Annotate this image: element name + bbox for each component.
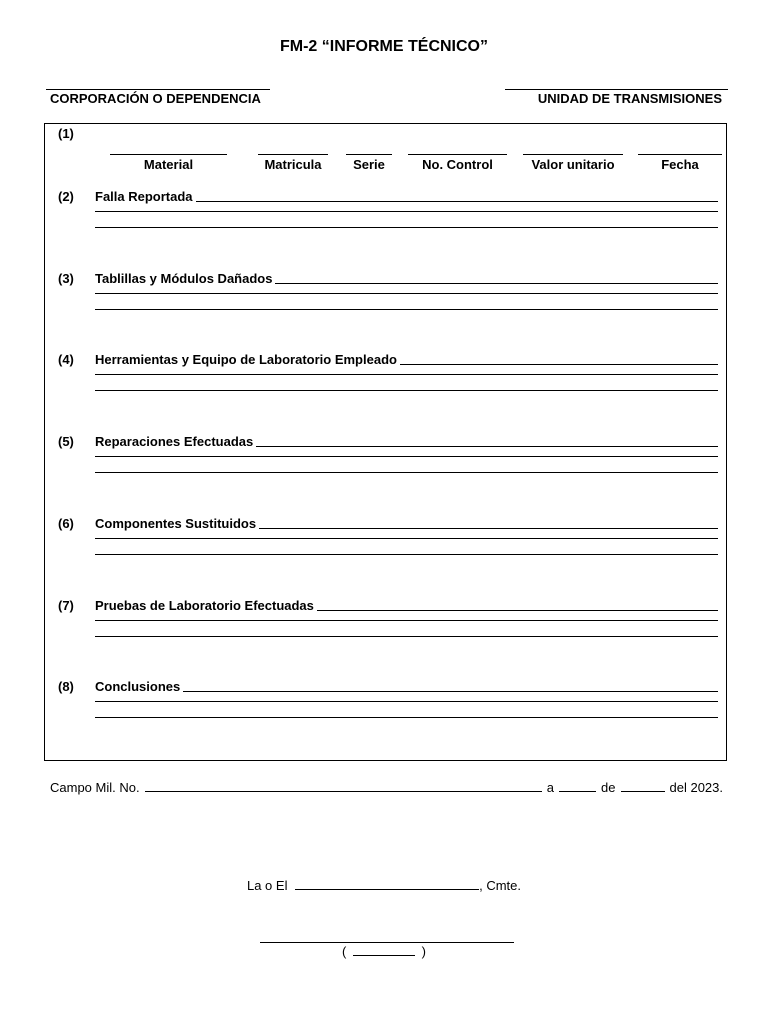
commander-name-field[interactable] <box>295 878 479 890</box>
serie-line[interactable] <box>346 154 392 155</box>
section-first-line-field[interactable] <box>400 354 718 365</box>
section-row <box>95 516 718 531</box>
section-first-line-field[interactable] <box>183 681 718 692</box>
section-number: (5) <box>58 434 74 449</box>
section-line-field-2[interactable] <box>95 456 718 457</box>
rank-line <box>0 944 768 959</box>
day-field[interactable] <box>559 780 596 792</box>
commander-suffix: , Cmte. <box>479 878 521 893</box>
section-first-line-field[interactable] <box>317 600 718 611</box>
section-number: (7) <box>58 598 74 613</box>
month-field[interactable] <box>621 780 665 792</box>
section-line-field-3[interactable] <box>95 636 718 637</box>
section-row <box>95 434 718 449</box>
section-number: (2) <box>58 189 74 204</box>
place-prefix: Campo Mil. No. <box>50 780 140 795</box>
section-line-field-3[interactable] <box>95 554 718 555</box>
section-number: (6) <box>58 516 74 531</box>
unit-value-line[interactable] <box>523 154 623 155</box>
unit-line[interactable] <box>505 89 728 90</box>
section-label: Conclusiones <box>95 679 181 694</box>
section-label: Herramientas y Equipo de Laboratorio Empleado <box>95 352 397 367</box>
rank-field[interactable] <box>353 944 415 956</box>
year-text: del 2023. <box>669 780 723 795</box>
date-line[interactable] <box>638 154 722 155</box>
section-first-line-field[interactable] <box>196 191 718 202</box>
section-line-field-2[interactable] <box>95 620 718 621</box>
de-text: de <box>601 780 616 795</box>
paren-open: ( <box>342 944 347 959</box>
unit-label: UNIDAD DE TRANSMISIONES <box>537 91 722 106</box>
document-title: FM-2 “INFORME TÉCNICO” <box>280 38 488 55</box>
section-row <box>95 352 718 367</box>
material-label: Material <box>143 157 194 172</box>
section-number: (3) <box>58 271 74 286</box>
section-label: Tablillas y Módulos Dañados <box>95 271 273 286</box>
section-row <box>95 189 718 204</box>
serie-label: Serie <box>353 157 385 172</box>
section-label: Falla Reportada <box>95 189 193 204</box>
matricula-line[interactable] <box>258 154 328 155</box>
section-line-field-3[interactable] <box>95 227 718 228</box>
section-line-field-3[interactable] <box>95 472 718 473</box>
item-number: (1) <box>58 126 74 141</box>
section-label: Reparaciones Efectuadas <box>95 434 254 449</box>
place-number-field[interactable] <box>145 780 542 792</box>
paren-close: ) <box>421 944 426 959</box>
section-row <box>95 271 718 286</box>
date-label: Fecha <box>661 157 699 172</box>
section-first-line-field[interactable] <box>275 273 718 284</box>
section-line-field-2[interactable] <box>95 293 718 294</box>
dependency-line[interactable] <box>46 89 270 90</box>
control-line[interactable] <box>408 154 507 155</box>
control-label: No. Control <box>422 157 493 172</box>
matricula-label: Matricula <box>264 157 322 172</box>
section-row <box>95 679 718 694</box>
section-number: (8) <box>58 679 74 694</box>
section-row <box>95 598 718 613</box>
section-label: Componentes Sustituidos <box>95 516 257 531</box>
signature-line[interactable] <box>260 942 514 943</box>
section-line-field-2[interactable] <box>95 538 718 539</box>
section-line-field-3[interactable] <box>95 717 718 718</box>
section-first-line-field[interactable] <box>256 436 718 447</box>
section-number: (4) <box>58 352 74 367</box>
unit-value-label: Valor unitario <box>531 157 615 172</box>
section-line-field-2[interactable] <box>95 374 718 375</box>
material-line[interactable] <box>110 154 227 155</box>
section-line-field-3[interactable] <box>95 390 718 391</box>
section-line-field-2[interactable] <box>95 701 718 702</box>
dependency-label: CORPORACIÓN O DEPENDENCIA <box>50 91 261 106</box>
commander-line <box>0 878 768 893</box>
place-date-line <box>50 780 723 795</box>
section-label: Pruebas de Laboratorio Efectuadas <box>95 598 314 613</box>
a-text: a <box>546 780 555 795</box>
section-line-field-2[interactable] <box>95 211 718 212</box>
section-line-field-3[interactable] <box>95 309 718 310</box>
commander-prefix: La o El <box>246 878 288 893</box>
section-first-line-field[interactable] <box>259 518 718 529</box>
